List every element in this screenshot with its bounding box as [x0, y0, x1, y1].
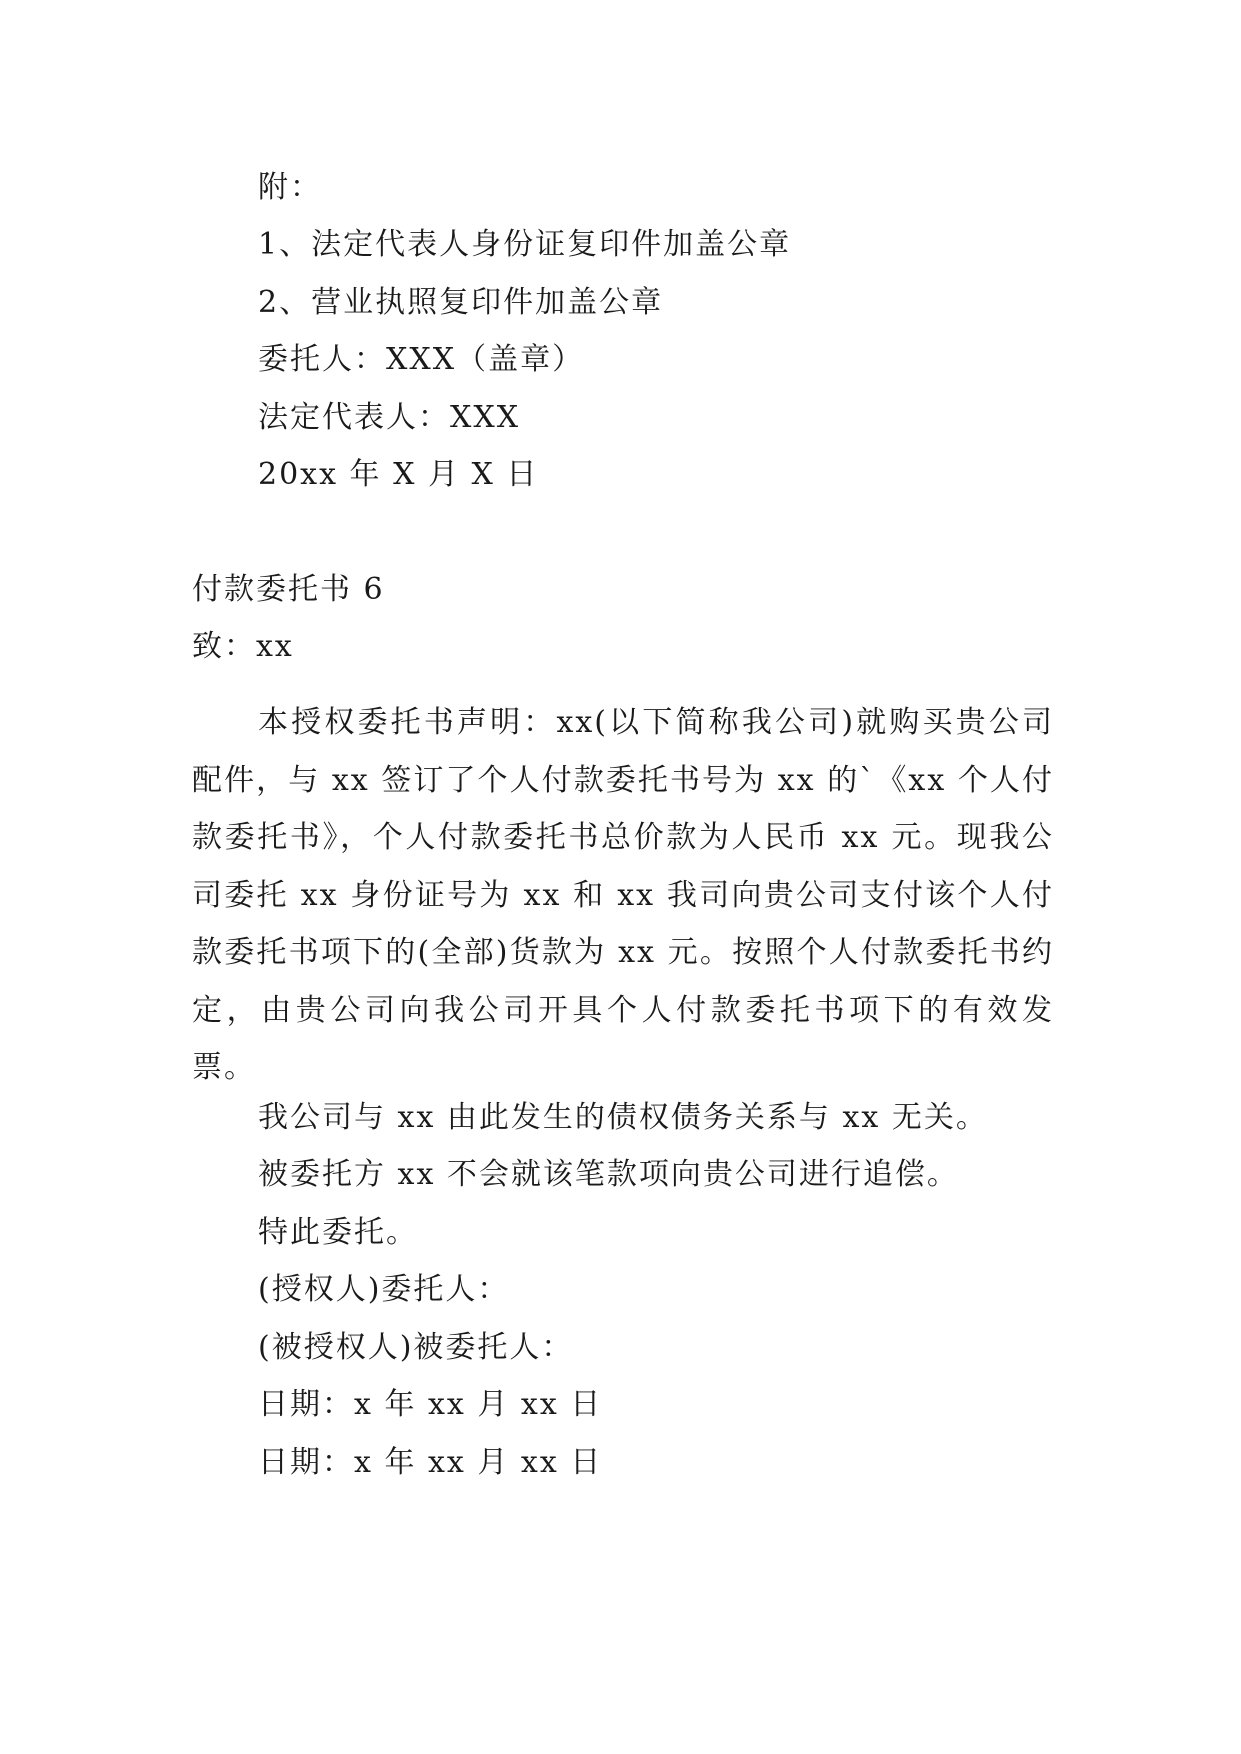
principal-line: 委托人：XXX（盖章）	[258, 342, 585, 377]
attachment-date: 20xx 年 X 月 X 日	[258, 457, 539, 492]
letter-recipient: 致：xx	[192, 629, 294, 664]
letter-title: 付款委托书 6	[192, 572, 385, 607]
signature-date-2: 日期：x 年 xx 月 xx 日	[258, 1445, 603, 1480]
attachments-heading: 附：	[258, 170, 322, 205]
legal-representative-line: 法定代表人：XXX	[258, 400, 521, 435]
authorizer-line: (授权人)委托人：	[258, 1272, 510, 1307]
attachment-item-2: 2、营业执照复印件加盖公章	[258, 285, 664, 320]
letter-closing: 特此委托。	[258, 1215, 418, 1250]
letter-paragraph-3: 被委托方 xx 不会就该笔款项向贵公司进行追偿。	[258, 1157, 959, 1192]
letter-body-paragraph: 本授权委托书声明：xx(以下简称我公司)就购买贵公司配件，与 xx 签订了个人付款委托书号为 xx 的`《xx 个人付款委托书》，个人付款委托书总价款为人民币 xx 元。现我公司委托 xx 身份证号为 xx 和 xx 我司向贵公司支付该个人付款委托书项下的(全部)货款为 xx 元。按照个人付款委托书约定，由贵公司向我公司开具个人付款委托书项下的有效发票。	[192, 705, 1054, 1085]
letter-paragraph-2: 我公司与 xx 由此发生的债权债务关系与 xx 无关。	[258, 1100, 988, 1135]
authorized-line: (被授权人)被委托人：	[258, 1330, 574, 1365]
signature-date-1: 日期：x 年 xx 月 xx 日	[258, 1387, 603, 1422]
attachment-item-1: 1、法定代表人身份证复印件加盖公章	[258, 227, 792, 262]
